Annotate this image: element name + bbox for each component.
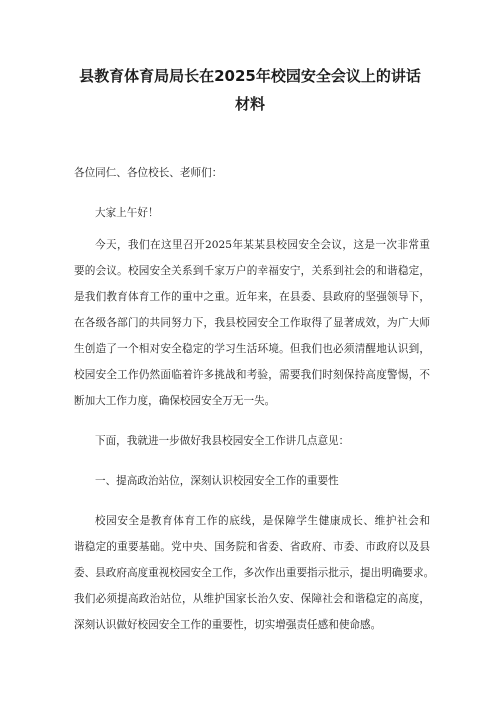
paragraph-line: 断加大工作力度，确保校园安全万无一失。 bbox=[74, 395, 276, 407]
salutation: 各位同仁、各位校长、老师们： bbox=[74, 167, 223, 179]
paragraph-line: 是我们教育体育工作的重中之重。近年来，在县委、县政府的坚强领导下， bbox=[74, 291, 430, 303]
paragraph-2: 下面，我就进一步做好我县校园安全工作讲几点意见： bbox=[95, 435, 350, 447]
document-title-line-1: 县教育体育局局长在2025年校园安全会议上的讲话 bbox=[79, 67, 421, 85]
paragraph-line: 委、县政府高度重视校园安全工作，多次作出重要指示批示，提出明确要求。 bbox=[74, 567, 435, 579]
paragraph-line: 我们必须提高政治站位，从维护国家长治久安、保障社会和谐稳定的高度， bbox=[74, 593, 430, 605]
paragraph-line: 谐稳定的重要基础。党中央、国务院和省委、省政府、市委、市政府以及县 bbox=[74, 541, 430, 553]
paragraph-line: 校园安全是教育体育工作的底线，是保障学生健康成长、维护社会和 bbox=[95, 515, 430, 527]
paragraph-line: 深刻认识做好校园安全工作的重要性，切实增强责任感和使命感。 bbox=[74, 619, 382, 631]
paragraph-line: 在各级各部门的共同努力下，我县校园安全工作取得了显著成效，为广大师 bbox=[74, 317, 430, 329]
paragraph-line: 要的会议。校园安全关系到千家万户的幸福安宁，关系到社会的和谐稳定， bbox=[74, 265, 430, 277]
paragraph-line: 生创造了一个相对安全稳定的学习生活环境。但我们也必须清醒地认识到， bbox=[74, 343, 430, 355]
greeting: 大家上午好！ bbox=[95, 207, 159, 219]
paragraph-line: 校园安全工作仍然面临着许多挑战和考验，需要我们时刻保持高度警惕，不 bbox=[74, 369, 430, 381]
paragraph-3 bbox=[74, 508, 435, 638]
paragraph-line: 今天，我们在这里召开2025年某某县校园安全会议，这是一次非常重 bbox=[95, 239, 430, 251]
document-title-line-2: 材料 bbox=[234, 95, 265, 113]
section-heading-1: 一、提高政治站位，深刻认识校园安全工作的重要性 bbox=[95, 475, 339, 487]
paragraph-1 bbox=[74, 232, 430, 414]
